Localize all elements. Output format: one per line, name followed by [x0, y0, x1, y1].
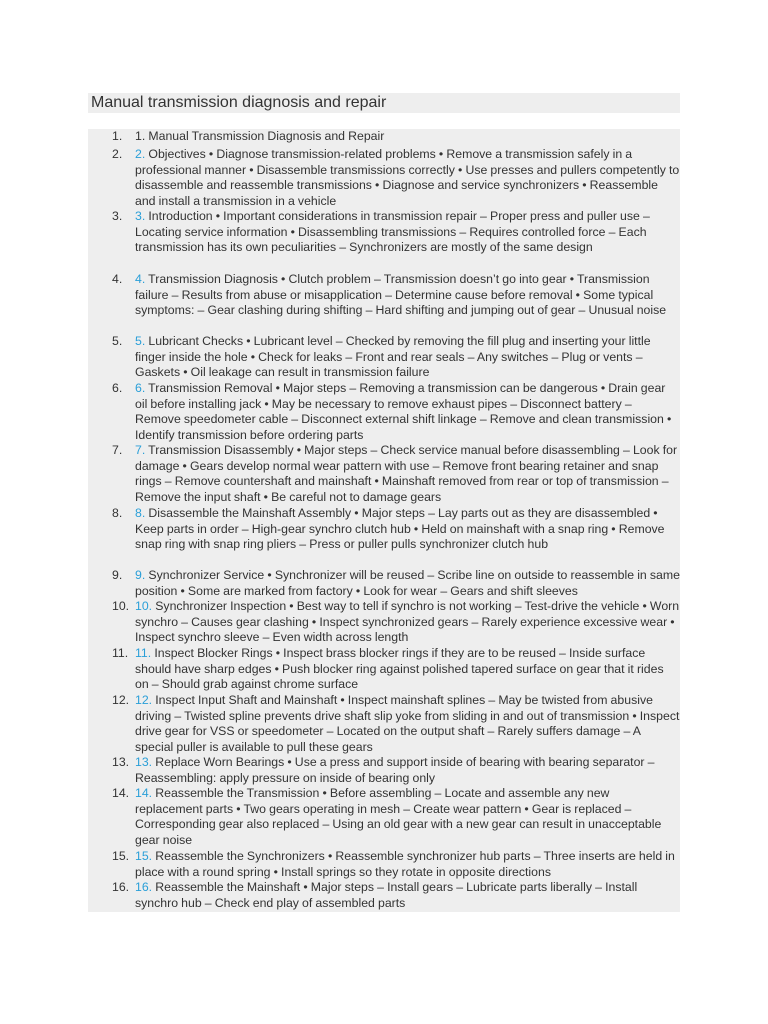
list-item-text: 1. Manual Transmission Diagnosis and Repair [135, 129, 385, 143]
list-item-number: 8. [112, 506, 123, 520]
slide-number-link[interactable]: 3. [135, 209, 146, 223]
list-item-text: 16. Reassemble the Mainshaft • Major steps – Install gears – Lubricate parts liberally – Install synchro hub – Check end play of assembled parts [135, 880, 638, 910]
slide-number-link[interactable]: 6. [135, 381, 146, 395]
list-item-text: 15. Reassemble the Synchronizers • Reassemble synchronizer hub parts – Three inserts are held in place with a round spring • Install springs so they rotate in opposite directions [135, 849, 675, 879]
page-title-bar [88, 93, 680, 113]
list-item-text: 9. Synchronizer Service • Synchronizer will be reused – Scribe line on outside to reassemble in same position • Some are marked from factory • Look for wear – Gears and shift sleeves [135, 568, 680, 598]
list-item-number: 14. [112, 786, 130, 800]
list-item-text: 5. Lubricant Checks • Lubricant level – Checked by removing the fill plug and inserting your little finger inside the hole • Check for leaks – Front and rear seals – Any switches – Plug or vents – Gaskets • Oil leakage can result in transmission failure [135, 334, 651, 380]
list-item-number: 2. [112, 147, 123, 161]
slide-number-link[interactable]: 13. [135, 755, 153, 769]
slide-list-container [88, 129, 680, 912]
slide-number-link[interactable]: 8. [135, 506, 146, 520]
list-item-number: 6. [112, 381, 123, 395]
list-item-number: 16. [112, 880, 130, 894]
list-item-text: 10. Synchronizer Inspection • Best way to tell if synchro is not working – Test-drive the vehicle • Worn synchro – Causes gear clashing • Inspect synchronized gears – Rarely experience excessive wear • Inspect synchro sleeve – Even width across length [135, 599, 680, 645]
list-item-number: 12. [112, 693, 130, 707]
slide-number-link[interactable]: 16. [135, 880, 153, 894]
slide-number-link[interactable]: 14. [135, 786, 153, 800]
list-item-number: 13. [112, 755, 130, 769]
list-item-text: 8. Disassemble the Mainshaft Assembly • Major steps – Lay parts out as they are disassembled • Keep parts in order – High-gear synchro clutch hub • Held on mainshaft with a snap ring • Remove snap ring with snap ring pliers – Press or puller pulls synchronizer clutch hub [135, 506, 665, 552]
list-item-text: 3. Introduction • Important considerations in transmission repair – Proper press and puller use – Locating service information • Disassembling transmissions – Requires controlled force – Each transmission has its own peculiarities – Synchronizers are mostly of the same design [135, 209, 650, 255]
slide-number-link[interactable]: 9. [135, 568, 146, 582]
slide-number-link[interactable]: 10. [135, 599, 153, 613]
list-item-text: 11. Inspect Blocker Rings • Inspect brass blocker rings if they are to be reused – Inside surface should have sharp edges • Push blocker ring against polished tapered surface on gear that it rides on – Should grab against chrome surface [135, 646, 664, 692]
list-item-number: 4. [112, 272, 123, 286]
list-item-text: 7. Transmission Disassembly • Major steps – Check service manual before disassembling – Look for damage • Gears develop normal wear pattern with use – Remove front bearing retainer and snap rings – Remove countershaft and mainshaft • Mainshaft removed from rear or top of transmission – Remove the input shaft • Be careful not to damage gears [135, 443, 678, 504]
slide-number-link[interactable]: 5. [135, 334, 146, 348]
list-item-number: 3. [112, 209, 123, 223]
list-item-number: 7. [112, 443, 123, 457]
list-item-number: 10. [112, 599, 130, 613]
slide-number-link[interactable]: 12. [135, 693, 153, 707]
list-item-text: 13. Replace Worn Bearings • Use a press and support inside of bearing with bearing separator – Reassembling: apply pressure on inside of bearing only [135, 755, 655, 785]
slide-number-link[interactable]: 2. [135, 147, 146, 161]
slide-number-link[interactable]: 7. [135, 443, 146, 457]
list-item-number: 11. [112, 646, 129, 660]
list-item-text: 12. Inspect Input Shaft and Mainshaft • Inspect mainshaft splines – May be twisted from abusive driving – Twisted spline prevents drive shaft slip yoke from sliding in and out of transmission • Inspect drive gear for VSS or speedometer – Located on the output shaft – Rarely suffers damage – A special puller is available to pull these gears [135, 693, 680, 754]
list-item-text: 6. Transmission Removal • Major steps – Removing a transmission can be dangerous • Drain gear oil before installing jack • May be necessary to remove exhaust pipes – Disconnect battery – Remove speedometer cable – Disconnect external shift linkage – Remove and clean transmission • Identify transmission before ordering parts [135, 381, 672, 442]
list-item-number: 9. [112, 568, 123, 582]
list-item-text: 14. Reassemble the Transmission • Before assembling – Locate and assemble any new replacement parts • Two gears operating in mesh – Create wear pattern • Gear is replaced – Corresponding gear also replaced – Using an old gear with a new gear can result in unacceptable gear noise [135, 786, 662, 847]
slide-number-link[interactable]: 4. [135, 272, 146, 286]
list-item-text: 4. Transmission Diagnosis • Clutch problem – Transmission doesn’t go into gear • Transmission failure – Results from abuse or misapplication – Determine cause before removal • Some typical symptoms: – Gear clashing during shifting – Hard shifting and jumping out of gear – Unusual noise [135, 272, 667, 318]
page-title: Manual transmission diagnosis and repair [91, 94, 387, 111]
slide-number-link[interactable]: 11. [135, 646, 152, 660]
list-item-number: 1. [112, 129, 123, 143]
list-item-number: 15. [112, 849, 130, 863]
list-item-text: 2. Objectives • Diagnose transmission-related problems • Remove a transmission safely in a professional manner • Disassemble transmissions correctly • Use presses and pullers competently to disassemble and reassemble transmissions • Diagnose and service synchronizers • Reassemble and install a transmission in a vehicle [135, 147, 680, 208]
list-item-number: 5. [112, 334, 123, 348]
slide-number-link[interactable]: 15. [135, 849, 153, 863]
